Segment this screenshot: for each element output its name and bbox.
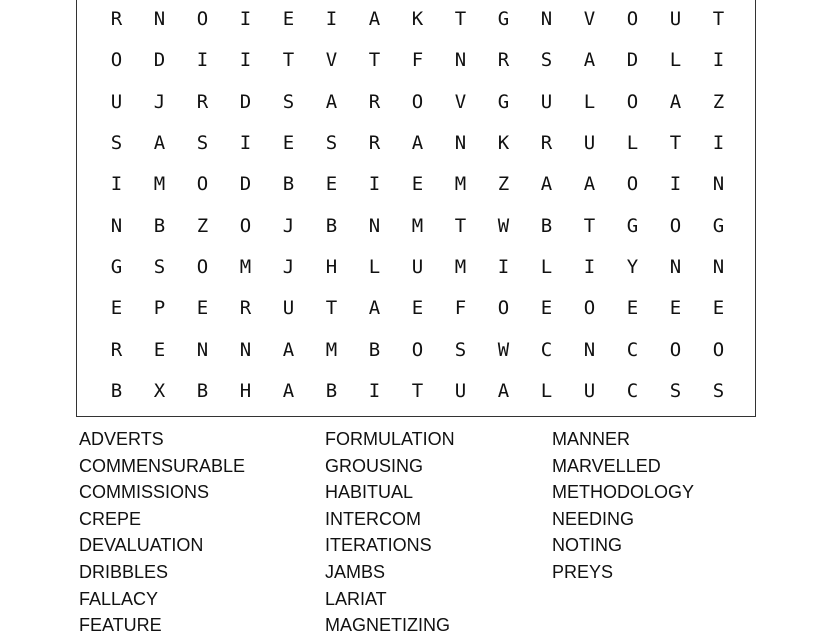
grid-letter[interactable]: N <box>540 8 553 30</box>
grid-letter[interactable]: A <box>368 8 381 30</box>
grid-letter[interactable]: A <box>282 339 295 361</box>
grid-letter[interactable]: R <box>110 339 123 361</box>
grid-letter[interactable]: S <box>282 91 295 113</box>
grid-letter[interactable]: S <box>325 132 338 154</box>
grid-letter[interactable]: Z <box>712 91 725 113</box>
word-list-item: METHODOLOGY <box>552 482 695 503</box>
grid-row <box>77 0 755 40</box>
grid-letter[interactable]: R <box>368 132 381 154</box>
word-list-item: HABITUAL <box>325 482 414 503</box>
grid-letter[interactable]: S <box>540 49 553 71</box>
grid-row <box>77 82 755 123</box>
grid-letter[interactable]: M <box>454 173 467 195</box>
grid-letter[interactable]: E <box>110 297 123 319</box>
grid-letter[interactable]: S <box>153 256 166 278</box>
grid-letter[interactable]: A <box>540 173 553 195</box>
grid-letter[interactable]: T <box>583 215 596 237</box>
grid-letter[interactable]: D <box>239 173 252 195</box>
grid-letter[interactable]: T <box>712 8 725 30</box>
grid-letter[interactable]: O <box>196 256 209 278</box>
grid-letter[interactable]: L <box>626 132 639 154</box>
grid-letter[interactable]: A <box>497 380 510 402</box>
grid-letter[interactable]: O <box>411 91 424 113</box>
grid-letter[interactable]: A <box>153 132 166 154</box>
word-list-item: ITERATIONS <box>325 535 432 556</box>
grid-row <box>77 247 755 288</box>
grid-letter[interactable]: O <box>712 339 725 361</box>
grid-letter[interactable]: G <box>712 215 725 237</box>
grid-letter[interactable]: G <box>110 256 123 278</box>
grid-letter[interactable]: M <box>153 173 166 195</box>
grid-letter[interactable]: S <box>110 132 123 154</box>
grid-letter[interactable]: T <box>325 297 338 319</box>
grid-letter[interactable]: I <box>368 380 381 402</box>
grid-letter[interactable]: I <box>712 49 725 71</box>
grid-letter[interactable]: A <box>669 91 682 113</box>
grid-letter[interactable]: U <box>110 91 123 113</box>
grid-letter[interactable]: B <box>196 380 209 402</box>
grid-row <box>77 206 755 247</box>
grid-letter[interactable]: T <box>282 49 295 71</box>
grid-letter[interactable]: C <box>626 339 639 361</box>
grid-letter[interactable]: T <box>368 49 381 71</box>
grid-letter[interactable]: D <box>626 49 639 71</box>
grid-letter[interactable]: E <box>712 297 725 319</box>
word-list-item: LARIAT <box>325 588 387 609</box>
grid-letter[interactable]: I <box>239 8 252 30</box>
word-list-item: GROUSING <box>325 455 424 476</box>
grid-letter[interactable]: R <box>540 132 553 154</box>
grid-letter[interactable]: O <box>110 49 123 71</box>
grid-letter[interactable]: R <box>110 8 123 30</box>
grid-letter[interactable]: H <box>239 380 252 402</box>
grid-letter[interactable]: I <box>196 49 209 71</box>
grid-letter[interactable]: R <box>368 91 381 113</box>
word-list-item: INTERCOM <box>325 508 421 529</box>
word-list-column-3 <box>552 426 694 586</box>
grid-letter[interactable]: L <box>583 91 596 113</box>
grid-letter[interactable]: I <box>368 173 381 195</box>
word-list-item: CREPE <box>79 508 142 529</box>
grid-row <box>77 40 755 81</box>
grid-letter[interactable]: A <box>583 173 596 195</box>
word-list-item: FORMULATION <box>325 429 455 449</box>
grid-letter[interactable]: S <box>196 132 209 154</box>
grid-letter[interactable]: I <box>325 8 338 30</box>
word-list-item: ADVERTS <box>79 429 164 449</box>
grid-letter[interactable]: U <box>282 297 295 319</box>
grid-letter[interactable]: F <box>411 49 424 71</box>
grid-letter[interactable]: D <box>153 49 166 71</box>
grid-row <box>77 330 755 371</box>
grid-letter[interactable]: E <box>411 297 424 319</box>
grid-letter[interactable]: U <box>583 132 596 154</box>
grid-letter[interactable]: O <box>626 91 639 113</box>
grid-letter[interactable]: O <box>239 215 252 237</box>
grid-letter[interactable]: U <box>540 91 553 113</box>
word-list-column-1 <box>79 426 245 639</box>
word-list-item: JAMBS <box>325 561 386 582</box>
grid-letter[interactable]: R <box>196 91 209 113</box>
grid-letter[interactable]: S <box>669 380 682 402</box>
grid-row <box>77 371 755 412</box>
grid-letter[interactable]: E <box>282 8 295 30</box>
grid-letter[interactable]: A <box>368 297 381 319</box>
grid-letter[interactable]: W <box>497 339 510 361</box>
letter-grid <box>76 0 756 417</box>
grid-letter[interactable]: E <box>669 297 682 319</box>
grid-letter[interactable]: N <box>712 256 725 278</box>
grid-letter[interactable]: D <box>239 91 252 113</box>
grid-letter[interactable]: K <box>497 132 510 154</box>
grid-letter[interactable]: C <box>540 339 553 361</box>
grid-letter[interactable]: L <box>540 256 553 278</box>
grid-letter[interactable]: O <box>669 339 682 361</box>
grid-letter[interactable]: N <box>196 339 209 361</box>
word-list-item: DEVALUATION <box>79 535 204 556</box>
word-list-item: NEEDING <box>552 508 635 529</box>
grid-letter[interactable]: L <box>540 380 553 402</box>
grid-letter[interactable]: H <box>325 256 338 278</box>
grid-letter[interactable]: Z <box>497 173 510 195</box>
grid-letter[interactable]: S <box>454 339 467 361</box>
grid-letter[interactable]: K <box>411 8 424 30</box>
word-list-item: COMMISSIONS <box>79 482 210 503</box>
grid-letter[interactable]: J <box>282 215 295 237</box>
grid-letter[interactable]: J <box>153 91 166 113</box>
grid-letter[interactable]: O <box>497 297 510 319</box>
grid-letter[interactable]: M <box>411 215 424 237</box>
grid-letter[interactable]: N <box>239 339 252 361</box>
word-list-item: FALLACY <box>79 588 159 609</box>
grid-letter[interactable]: A <box>583 49 596 71</box>
grid-letter[interactable]: I <box>669 173 682 195</box>
word-list-item: DRIBBLES <box>79 561 169 582</box>
word-list-item: COMMENSURABLE <box>79 455 246 476</box>
grid-row <box>77 164 755 205</box>
grid-letter[interactable]: O <box>669 215 682 237</box>
grid-letter[interactable]: U <box>669 8 682 30</box>
grid-letter[interactable]: B <box>110 380 123 402</box>
grid-letter[interactable]: V <box>325 49 338 71</box>
grid-letter[interactable]: T <box>454 215 467 237</box>
grid-letter[interactable]: U <box>411 256 424 278</box>
grid-letter[interactable]: E <box>540 297 553 319</box>
word-list-item: FEATURE <box>79 615 162 636</box>
grid-letter[interactable]: R <box>497 49 510 71</box>
word-list-item: MANNER <box>552 429 631 449</box>
grid-letter[interactable]: R <box>239 297 252 319</box>
word-list-item: NOTING <box>552 535 622 556</box>
grid-letter[interactable]: G <box>626 215 639 237</box>
grid-letter[interactable]: B <box>153 215 166 237</box>
grid-letter[interactable]: F <box>454 297 467 319</box>
grid-letter[interactable]: M <box>239 256 252 278</box>
grid-letter[interactable]: Y <box>626 256 639 278</box>
grid-letter[interactable]: T <box>411 380 424 402</box>
grid-letter[interactable]: I <box>497 256 510 278</box>
grid-letter[interactable]: I <box>239 132 252 154</box>
word-list-item: PREYS <box>552 561 614 582</box>
grid-letter[interactable]: V <box>583 8 596 30</box>
grid-letter[interactable]: X <box>153 380 166 402</box>
grid-letter[interactable]: Z <box>196 215 209 237</box>
grid-letter[interactable]: U <box>583 380 596 402</box>
grid-letter[interactable]: E <box>282 132 295 154</box>
grid-letter[interactable]: O <box>626 173 639 195</box>
grid-letter[interactable]: B <box>540 215 553 237</box>
grid-letter[interactable]: S <box>712 380 725 402</box>
grid-letter[interactable]: B <box>325 380 338 402</box>
grid-letter[interactable]: C <box>626 380 639 402</box>
grid-row <box>77 123 755 164</box>
grid-letter[interactable]: N <box>153 8 166 30</box>
grid-letter[interactable]: I <box>239 49 252 71</box>
grid-letter[interactable]: P <box>153 297 166 319</box>
grid-letter[interactable]: B <box>282 173 295 195</box>
grid-letter[interactable]: L <box>669 49 682 71</box>
grid-letter[interactable]: T <box>669 132 682 154</box>
grid-letter[interactable]: N <box>454 49 467 71</box>
grid-letter[interactable]: O <box>583 297 596 319</box>
grid-letter[interactable]: N <box>712 173 725 195</box>
grid-letter[interactable]: I <box>583 256 596 278</box>
grid-letter[interactable]: I <box>712 132 725 154</box>
grid-letter[interactable]: O <box>626 8 639 30</box>
grid-letter[interactable]: G <box>497 8 510 30</box>
grid-letter[interactable]: V <box>454 91 467 113</box>
grid-letter[interactable]: N <box>669 256 682 278</box>
grid-letter[interactable]: A <box>282 380 295 402</box>
grid-letter[interactable]: O <box>196 173 209 195</box>
grid-letter[interactable]: M <box>325 339 338 361</box>
grid-letter[interactable]: O <box>196 8 209 30</box>
grid-letter[interactable]: G <box>497 91 510 113</box>
grid-letter[interactable]: B <box>325 215 338 237</box>
word-list-item: MARVELLED <box>552 455 661 476</box>
word-list-column-2 <box>325 426 455 639</box>
grid-letter[interactable]: B <box>368 339 381 361</box>
grid-letter[interactable]: N <box>454 132 467 154</box>
grid-letter[interactable]: E <box>325 173 338 195</box>
grid-letter[interactable]: E <box>196 297 209 319</box>
grid-letter[interactable]: A <box>411 132 424 154</box>
grid-letter[interactable]: T <box>454 8 467 30</box>
grid-letter[interactable]: W <box>497 215 510 237</box>
grid-letter[interactable]: O <box>411 339 424 361</box>
grid-letter[interactable]: E <box>153 339 166 361</box>
grid-letter[interactable]: N <box>583 339 596 361</box>
grid-row <box>77 288 755 329</box>
grid-letter[interactable]: J <box>282 256 295 278</box>
grid-letter[interactable]: I <box>110 173 123 195</box>
grid-letter[interactable]: A <box>325 91 338 113</box>
grid-letter[interactable]: N <box>368 215 381 237</box>
grid-letter[interactable]: N <box>110 215 123 237</box>
grid-letter[interactable]: L <box>368 256 381 278</box>
grid-letter[interactable]: U <box>454 380 467 402</box>
grid-letter[interactable]: E <box>626 297 639 319</box>
word-list-item: MAGNETIZING <box>325 615 450 636</box>
grid-letter[interactable]: E <box>411 173 424 195</box>
grid-letter[interactable]: M <box>454 256 467 278</box>
